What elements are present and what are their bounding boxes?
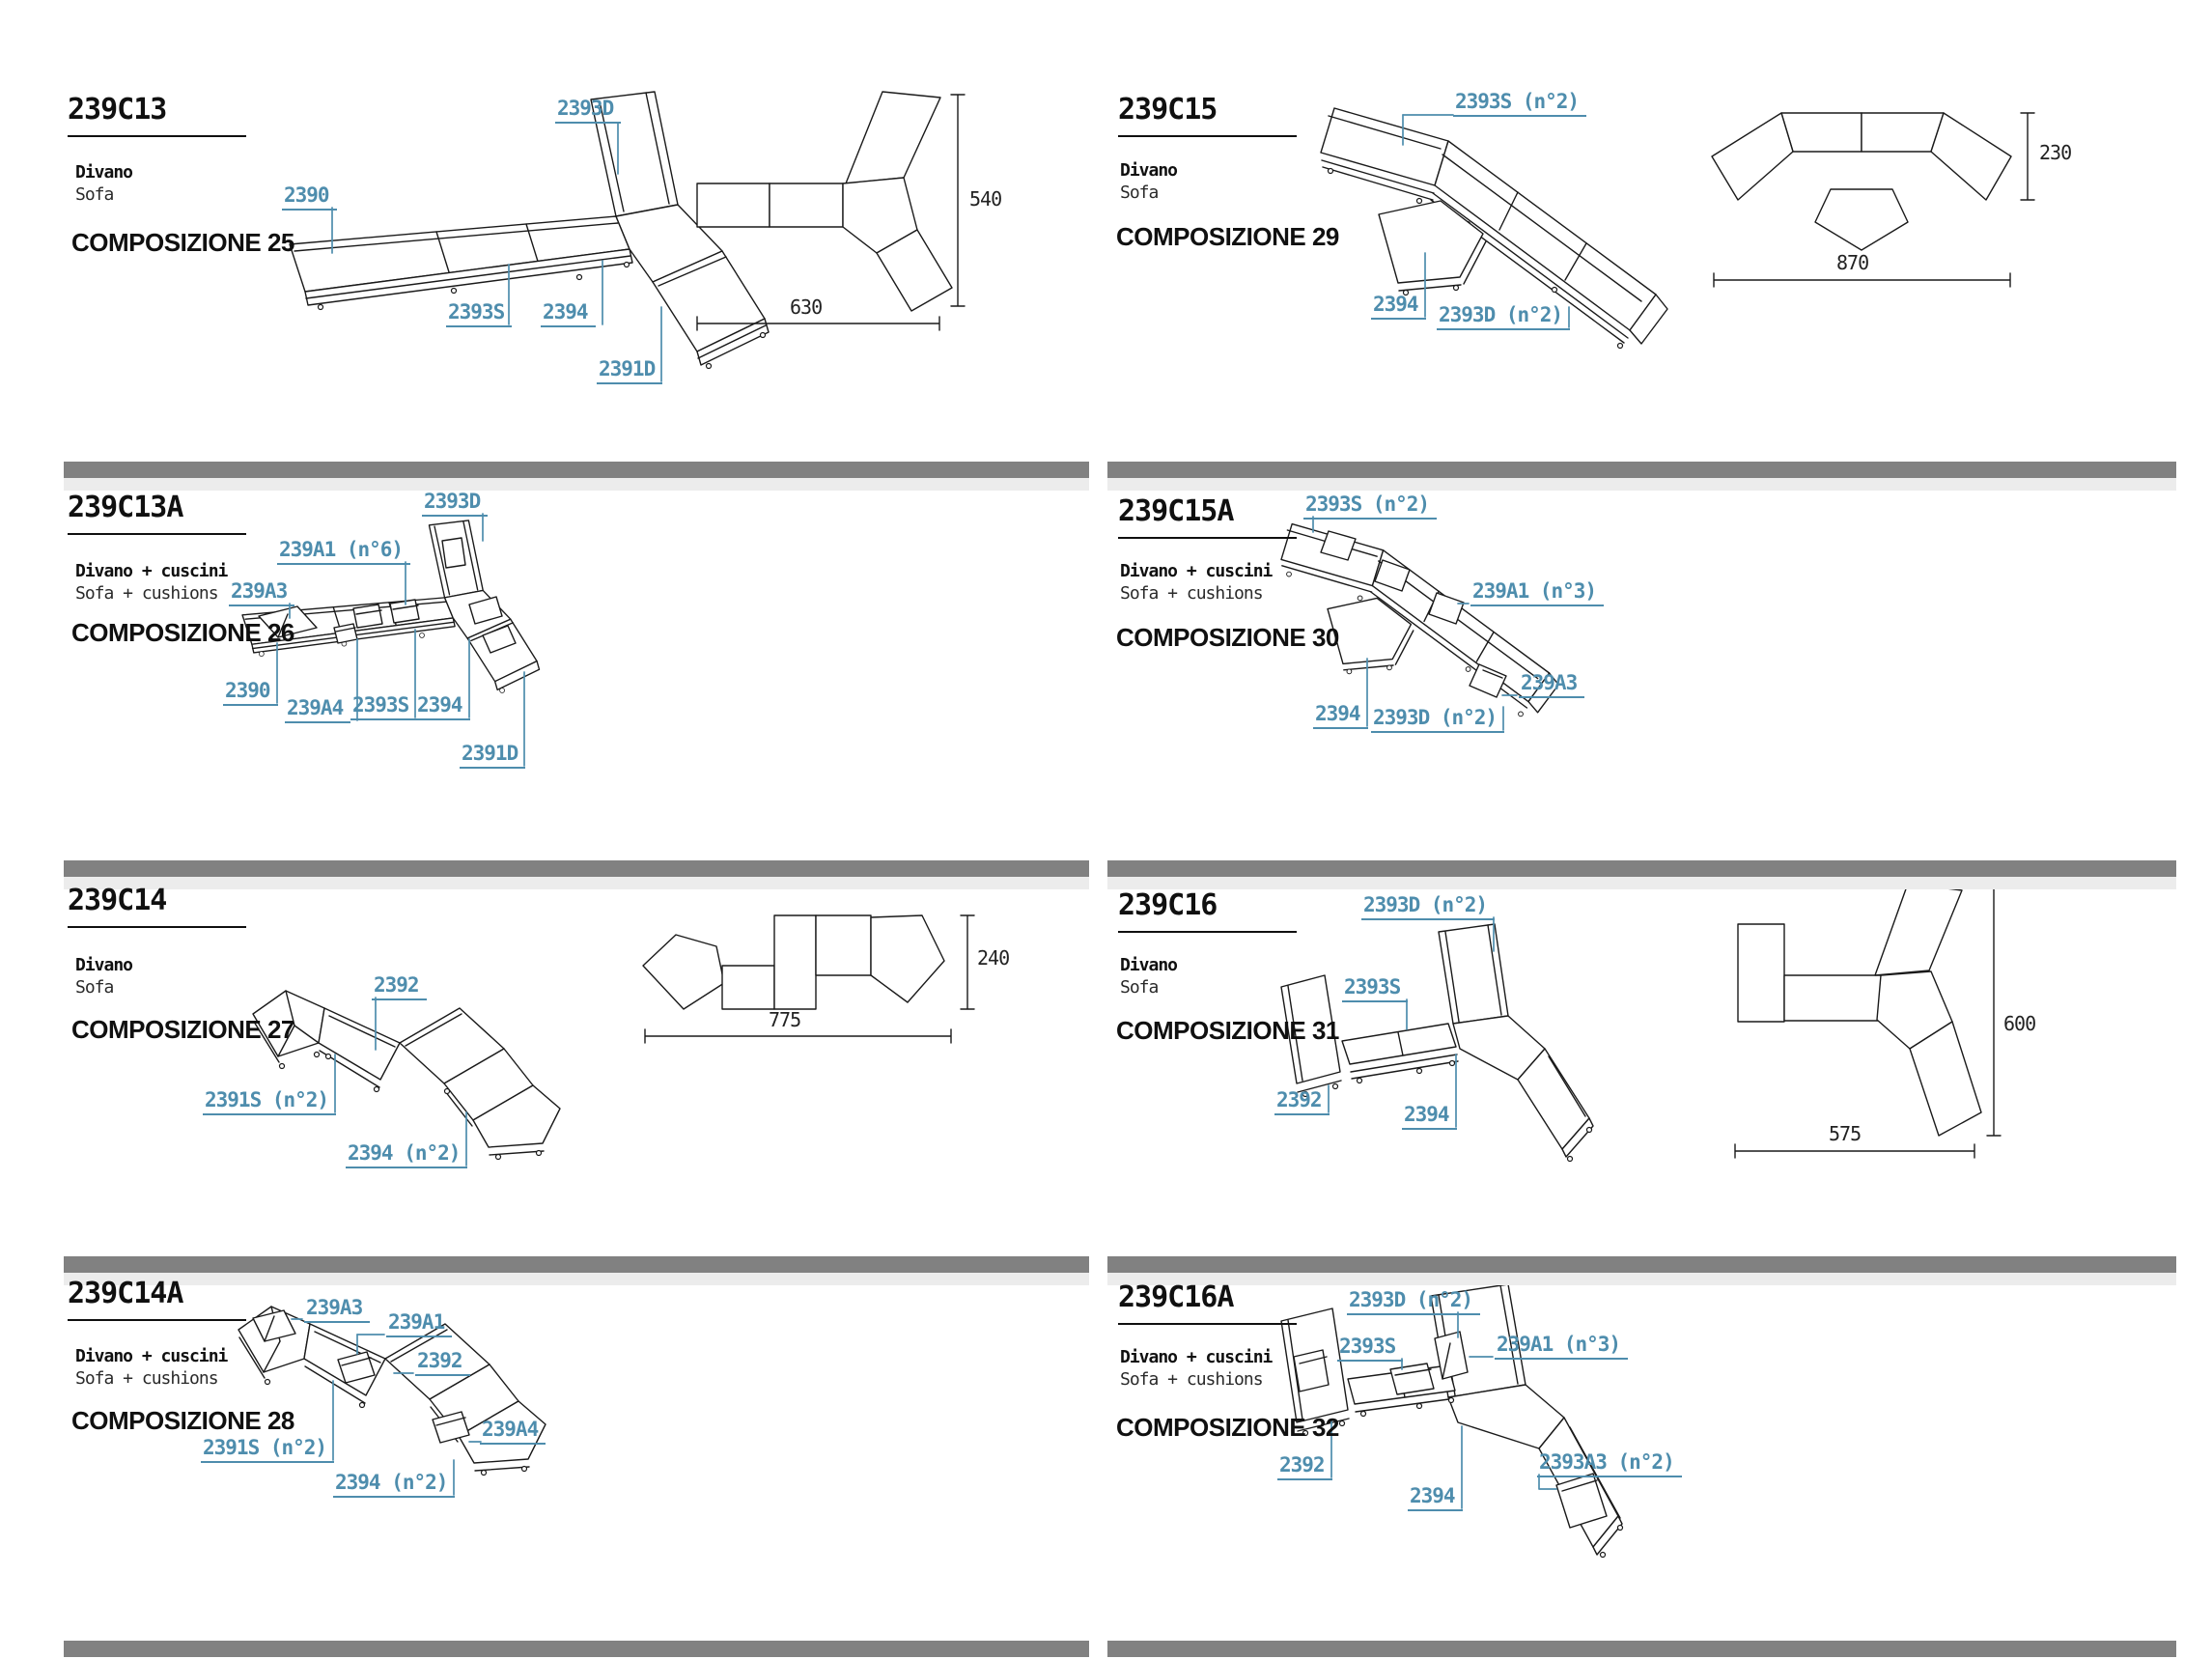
separator-bar	[1107, 462, 2176, 478]
composition-title: COMPOSIZIONE 30	[1116, 623, 1339, 652]
composition-title: COMPOSIZIONE 25	[71, 228, 294, 257]
part-label: 2393D (n°2)	[1437, 303, 1570, 330]
section-code: 239C16	[1118, 888, 1218, 922]
part-label: 2393D (n°2)	[1347, 1288, 1480, 1315]
separator-band	[1107, 877, 2176, 889]
section-code: 239C15	[1118, 93, 1218, 127]
section-code: 239C14A	[68, 1277, 183, 1310]
part-label: 2394 (n°2)	[346, 1141, 467, 1168]
part-label: 2393S	[350, 693, 416, 720]
part-label: 2394	[1371, 293, 1426, 320]
part-label: 2393D	[422, 490, 488, 517]
part-label: 2391D	[460, 742, 525, 769]
type-english: Sofa	[75, 184, 114, 205]
section-code: 239C15A	[1118, 494, 1234, 528]
type-english: Sofa	[1120, 183, 1159, 203]
dimension-width: 630	[790, 295, 823, 319]
dimension-width: 575	[1829, 1122, 1862, 1145]
separator-bar	[1107, 1256, 2176, 1273]
part-label: 2392	[1274, 1088, 1330, 1115]
part-label: 2393A3 (n°2)	[1537, 1450, 1682, 1477]
part-label: 2392	[1277, 1453, 1332, 1480]
separator-bar	[64, 462, 1089, 478]
separator-bar	[64, 860, 1089, 877]
title-rule	[68, 533, 246, 535]
separator-band	[1107, 478, 2176, 491]
type-english: Sofa + cushions	[75, 583, 218, 604]
part-label: 239A4	[285, 696, 350, 723]
type-italian: Divano + cuscini	[1120, 561, 1273, 581]
part-label: 2391D	[597, 357, 662, 384]
part-label: 239A1 (n°6)	[277, 538, 410, 565]
type-italian: Divano + cuscini	[75, 561, 228, 581]
composition-title: COMPOSIZIONE 31	[1116, 1016, 1339, 1045]
title-rule	[68, 926, 246, 928]
type-english: Sofa + cushions	[1120, 1369, 1263, 1390]
separator-bar	[64, 1256, 1089, 1273]
type-italian: Divano	[1120, 160, 1178, 181]
plan-diagram-239C14	[643, 915, 974, 1043]
section-code: 239C13A	[68, 491, 183, 524]
separator-band	[64, 1273, 1089, 1285]
separator-bar	[64, 1641, 1089, 1657]
part-label: 2393S	[446, 300, 512, 327]
part-label: 2392	[372, 973, 427, 1000]
composition-title: COMPOSIZIONE 27	[71, 1015, 294, 1044]
title-rule	[68, 1319, 246, 1321]
part-label: 2394	[1313, 702, 1368, 729]
part-label: 2393D (n°2)	[1371, 706, 1504, 733]
section-code: 239C13	[68, 93, 167, 127]
dimension-height: 540	[969, 187, 1002, 211]
part-label: 239A3	[1519, 671, 1584, 698]
part-label: 239A3	[229, 579, 294, 606]
part-label: 239A3	[304, 1296, 370, 1323]
composition-title: COMPOSIZIONE 28	[71, 1406, 294, 1435]
plan-diagram-239C16	[1735, 884, 2001, 1158]
title-rule	[1118, 1323, 1297, 1325]
type-italian: Divano + cuscini	[75, 1346, 228, 1366]
part-label: 2393S	[1342, 975, 1408, 1002]
type-italian: Divano	[75, 162, 133, 183]
part-label: 2392	[415, 1349, 470, 1376]
title-rule	[1118, 135, 1297, 137]
plan-diagram-239C15	[1712, 113, 2034, 287]
part-label: 2393D (n°2)	[1361, 893, 1495, 920]
part-label: 2391S (n°2)	[201, 1436, 334, 1463]
separator-band	[64, 877, 1089, 889]
composition-title: COMPOSIZIONE 29	[1116, 222, 1339, 251]
separator-band	[1107, 1273, 2176, 1285]
title-rule	[68, 135, 246, 137]
part-label: 2391S (n°2)	[203, 1088, 336, 1115]
part-label: 239A1 (n°3)	[1495, 1333, 1628, 1360]
sofa-drawing-239C14	[253, 991, 560, 1160]
type-italian: Divano + cuscini	[1120, 1347, 1273, 1367]
type-english: Sofa	[75, 977, 114, 998]
part-label: 2393S	[1337, 1335, 1403, 1362]
part-label: 2394 (n°2)	[333, 1471, 455, 1498]
part-label: 2393S (n°2)	[1303, 492, 1437, 520]
part-label: 239A1 (n°3)	[1470, 579, 1604, 606]
dimension-height: 240	[977, 946, 1010, 970]
dimension-height: 600	[2003, 1012, 2036, 1035]
part-label: 2393S (n°2)	[1453, 90, 1586, 117]
separator-bar	[1107, 860, 2176, 877]
part-label: 239A4	[480, 1418, 546, 1445]
type-italian: Divano	[1120, 955, 1178, 975]
separator-band	[64, 478, 1089, 491]
type-english: Sofa + cushions	[1120, 583, 1263, 604]
part-label: 2394	[541, 300, 596, 327]
type-english: Sofa + cushions	[75, 1368, 218, 1389]
section-code: 239C16A	[1118, 1280, 1234, 1314]
part-label: 2394	[415, 693, 470, 720]
part-label: 2390	[223, 679, 278, 706]
part-label: 239A1	[386, 1310, 452, 1337]
part-label: 2394	[1408, 1484, 1463, 1511]
title-rule	[1118, 537, 1297, 539]
dimension-width: 870	[1836, 251, 1869, 274]
separator-bar	[1107, 1641, 2176, 1657]
dimension-width: 775	[769, 1008, 801, 1031]
type-italian: Divano	[75, 955, 133, 975]
part-label: 2393D	[555, 97, 621, 124]
section-code: 239C14	[68, 884, 167, 917]
title-rule	[1118, 931, 1297, 933]
type-english: Sofa	[1120, 977, 1159, 998]
composition-title: COMPOSIZIONE 32	[1116, 1413, 1339, 1442]
part-label: 2390	[282, 183, 337, 211]
composition-title: COMPOSIZIONE 26	[71, 618, 294, 647]
dimension-height: 230	[2039, 141, 2072, 164]
part-label: 2394	[1402, 1103, 1457, 1130]
